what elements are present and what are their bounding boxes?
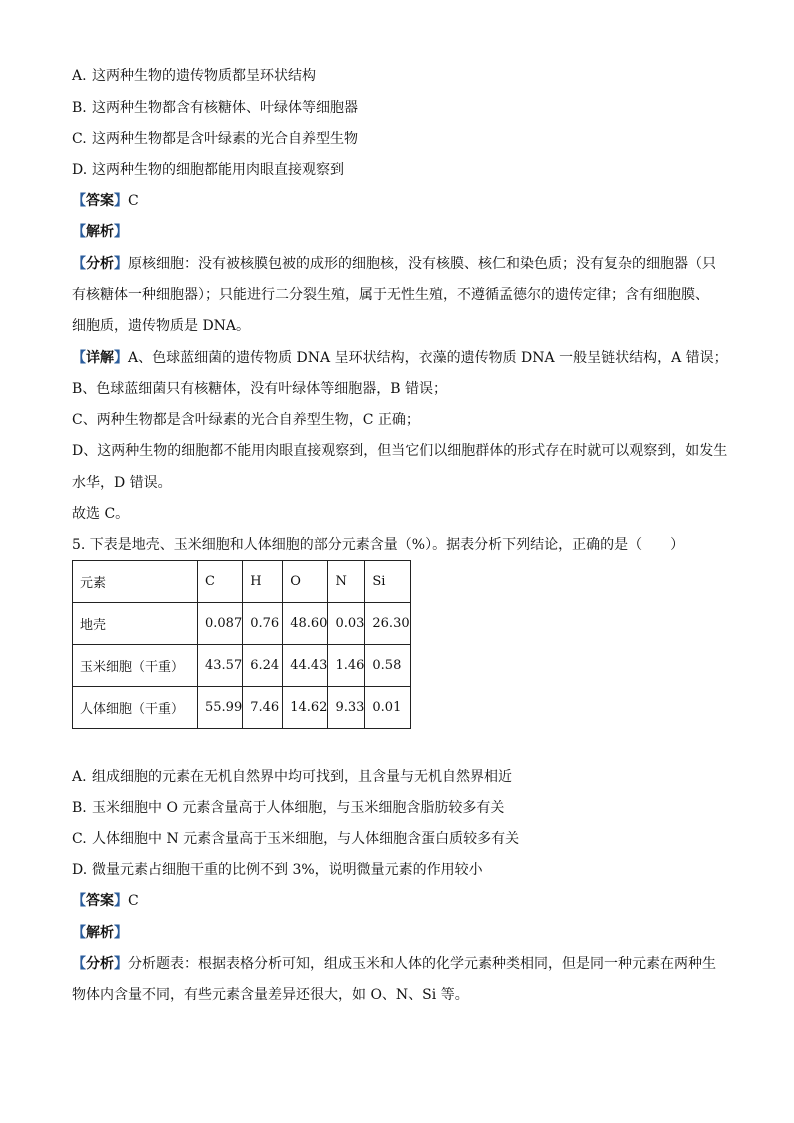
table-cell: 1.46: [328, 645, 365, 687]
table-cell: 0.76: [243, 603, 283, 645]
q5-stem: 5. 下表是地壳、玉米细胞和人体细胞的部分元素含量（%）。据表分析下列结论，正确的是（ ）: [72, 537, 685, 553]
table-cell: 48.60: [283, 603, 328, 645]
q4-xiangjie-line3: C、两种生物都是含叶绿素的光合自养型生物，C 正确；: [72, 412, 420, 428]
table-header-cell: C: [198, 561, 243, 603]
q4-fenxi-line2: 有核糖体一种细胞器）；只能进行二分裂生殖，属于无性生殖，不遵循孟德尔的遗传定律；含有细胞膜、: [72, 287, 709, 303]
q4-option-d: D. 这两种生物的细胞都能用肉眼直接观察到: [72, 162, 344, 178]
q5-option-a: A. 组成细胞的元素在无机自然界中均可找到，且含量与无机自然界相近: [72, 769, 512, 785]
q5-jiexi-heading: 【解析】: [72, 925, 128, 941]
table-cell: 地壳: [73, 603, 198, 645]
q5-answer: 【答案】C: [72, 893, 139, 909]
q4-xiangjie-line5: 水华，D 错误。: [72, 475, 172, 491]
table-row: [73, 687, 411, 729]
table-header-cell: H: [243, 561, 283, 603]
q5-option-c: C. 人体细胞中 N 元素含量高于玉米细胞，与人体细胞含蛋白质较多有关: [72, 831, 520, 847]
table-cell: 0.58: [365, 645, 410, 687]
table-cell: 9.33: [328, 687, 365, 729]
table-cell: 7.46: [243, 687, 283, 729]
q4-conclusion: 故选 C。: [72, 506, 130, 522]
q5-fenxi: 【分析】分析题表：根据表格分析可知，组成玉米和人体的化学元素种类相同，但是同一种元素在两种生: [72, 956, 716, 972]
q4-xiangjie: 【详解】A、色球蓝细菌的遗传物质 DNA 呈环状结构，衣藻的遗传物质 DNA 一般呈链状结构，A 错误；: [72, 350, 728, 366]
table-cell: 玉米细胞（干重）: [73, 645, 198, 687]
table-header-row: [73, 561, 411, 603]
q4-jiexi-heading: 【解析】: [72, 224, 128, 240]
q5-option-b: B. 玉米细胞中 O 元素含量高于人体细胞，与玉米细胞含脂肪较多有关: [72, 800, 505, 816]
q4-xiangjie-line4: D、这两种生物的细胞都不能用肉眼直接观察到，但当它们以细胞群体的形式存在时就可以观察到，如发生: [72, 443, 728, 459]
q4-option-b: B. 这两种生物都含有核糖体、叶绿体等细胞器: [72, 100, 358, 116]
element-content-table: [72, 560, 411, 729]
table-cell: 26.30: [365, 603, 410, 645]
table-cell: 55.99: [198, 687, 243, 729]
table-cell: 6.24: [243, 645, 283, 687]
q4-answer: 【答案】C: [72, 193, 139, 209]
q4-xiangjie-line2: B、色球蓝细菌只有核糖体，没有叶绿体等细胞器，B 错误；: [72, 381, 448, 397]
table-header-cell: Si: [365, 561, 410, 603]
q5-fenxi-line2: 物体内含量不同，有些元素含量差异还很大，如 O、N、Si 等。: [72, 987, 469, 1003]
table-cell: 43.57: [198, 645, 243, 687]
q4-option-a: A. 这两种生物的遗传物质都呈环状结构: [72, 68, 316, 84]
table-cell: 0.087: [198, 603, 243, 645]
table-cell: 人体细胞（干重）: [73, 687, 198, 729]
q5-option-d: D. 微量元素占细胞干重的比例不到 3%，说明微量元素的作用较小: [72, 862, 483, 878]
table-row: [73, 645, 411, 687]
table-header-cell: O: [283, 561, 328, 603]
q4-fenxi: 【分析】原核细胞：没有被核膜包被的成形的细胞核，没有核膜、核仁和染色质；没有复杂的细胞器（只: [72, 256, 716, 272]
table-cell: 0.03: [328, 603, 365, 645]
table-row: [73, 603, 411, 645]
table-cell: 14.62: [283, 687, 328, 729]
table-header-cell: 元素: [73, 561, 198, 603]
table-header-cell: N: [328, 561, 365, 603]
table-cell: 44.43: [283, 645, 328, 687]
q4-fenxi-line3: 细胞质，遗传物质是 DNA。: [72, 318, 251, 334]
q4-option-c: C. 这两种生物都是含叶绿素的光合自养型生物: [72, 131, 358, 147]
table-cell: 0.01: [365, 687, 410, 729]
